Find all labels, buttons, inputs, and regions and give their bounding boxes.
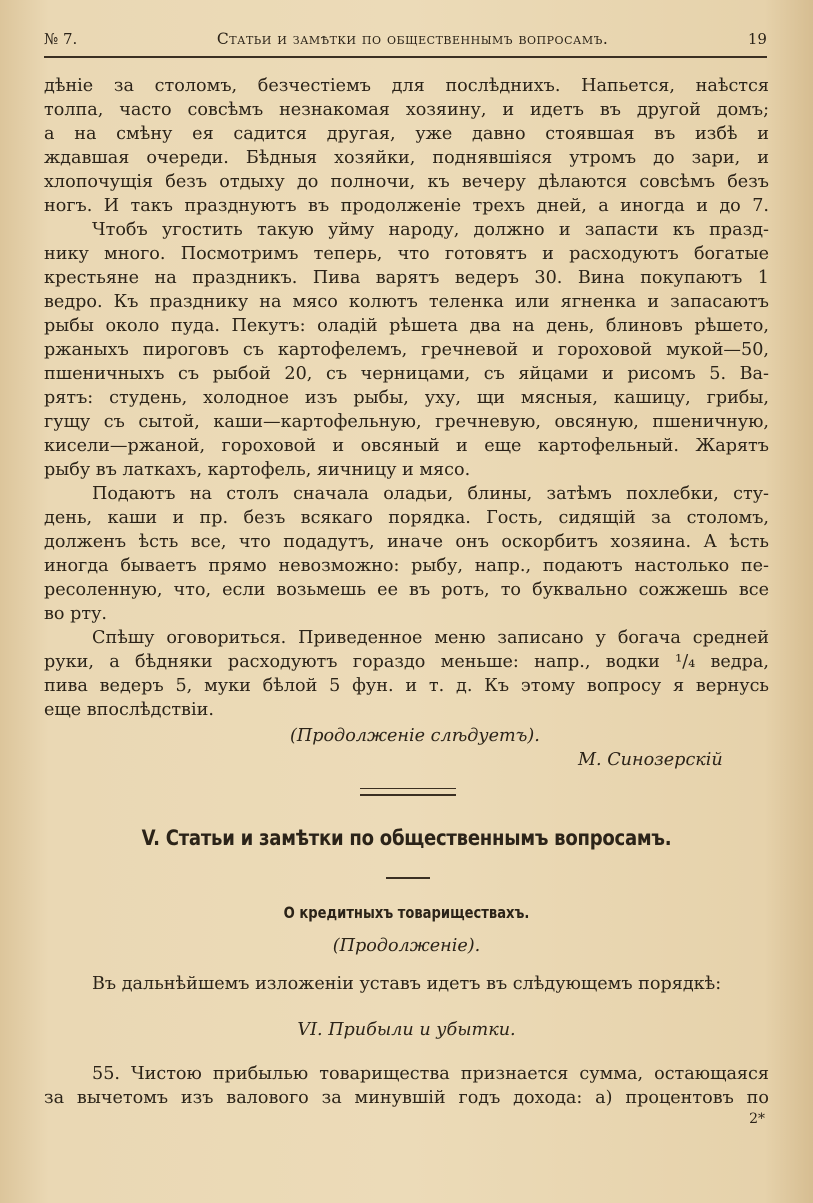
text-line: дѣніе за столомъ, безчестіемъ для послѣднихъ. Напьется, наѣстся (44, 76, 769, 96)
text-line: Чтобъ угостить такую уйму народу, должно и запасти къ празд- (92, 220, 769, 240)
text-line: пшеничныхъ съ рыбой 20, съ черницами, съ яйцами и рисомъ 5. Ва- (44, 364, 769, 384)
page-header (44, 30, 767, 58)
text-line: кисели—ржаной, гороховой и овсяный и еще картофельный. Жарятъ (44, 436, 769, 456)
text-line: Подаютъ на столъ сначала оладьи, блины, затѣмъ похлебки, сту- (92, 484, 769, 504)
signature-mark: 2* (749, 1111, 765, 1127)
text-line: крестьяне на праздникъ. Пива варятъ ведеръ 30. Вина покупаютъ 1 (44, 268, 769, 288)
text-line: нику много. Посмотримъ теперь, что готовятъ и расходуютъ богатые (44, 244, 769, 264)
text-line: иногда бываетъ прямо невозможно: рыбу, напр., подаютъ настолько пе- (44, 556, 769, 576)
section1-text (44, 74, 769, 722)
text-line: пива ведеръ 5, муки бѣлой 5 фун. и т. д. Къ этому вопросу я вернусь (44, 676, 769, 696)
text-line: толпа, часто совсѣмъ незнакомая хозяину, и идетъ въ другой домъ; (44, 100, 769, 120)
running-title: Статьи и замѣтки по общественнымъ вопросамъ. (216, 30, 609, 48)
text-line: рыбы около пуда. Пекутъ: оладій рѣшета два на день, блиновъ рѣшето, (44, 316, 769, 336)
text-line: еще впослѣдствіи. (44, 700, 214, 720)
text-line: во рту. (44, 604, 108, 624)
text-line: хлопочущія безъ отдыху до полночи, къ вечеру дѣлаются совсѣмъ безъ (44, 172, 769, 192)
text-line: а на смѣну ея садится другая, уже давно стоявшая въ избѣ и (44, 124, 769, 144)
continued-note: (Продолженіе слѣдуетъ). (290, 726, 540, 746)
continuation-note: (Продолженіе). (332, 936, 481, 956)
text-line: руки, а бѣдняки расходуютъ гораздо меньше: напр., водки ¹/₄ ведра, (44, 652, 769, 672)
section2-text (44, 1062, 769, 1110)
text-line: гущу съ сытой, каши—картофельную, гречневую, овсяную, пшеничную, (44, 412, 769, 432)
text-line: 55. Чистою прибылью товарищества признается сумма, остающаяся (92, 1064, 769, 1084)
chapter-heading: VI. Прибыли и убытки. (297, 1020, 516, 1040)
text-line: рыбу въ латкахъ, картофель, яичницу и мясо. (44, 460, 471, 480)
text-line: долженъ ѣсть все, что подадутъ, иначе онъ оскорбитъ хозяина. А ѣсть (44, 532, 769, 552)
article-title: О кредитныхъ товариществахъ. (283, 903, 530, 922)
text-line: ведро. Къ празднику на мясо колютъ теленка или ягненка и запасаютъ (44, 292, 769, 312)
text-line: ресоленную, что, если возьмешь ее въ ротъ, то буквально сожжешь все (44, 580, 769, 600)
text-line: ждавшая очереди. Бѣдныя хозяйки, поднявшіяся утромъ до зари, и (44, 148, 769, 168)
text-line: рятъ: студень, холодное изъ рыбы, уху, щи мясныя, кашицу, грибы, (44, 388, 769, 408)
section-divider (360, 788, 456, 796)
text-line: Спѣшу оговориться. Приведенное меню записано у богача средней (92, 628, 769, 648)
intro-text (44, 972, 769, 996)
page-number: 19 (747, 30, 767, 48)
issue-number: № 7. (44, 30, 78, 48)
text-line: Въ дальнѣйшемъ изложеніи уставъ идетъ въ слѣдующемъ порядкѣ: (92, 974, 722, 994)
text-line: за вычетомъ изъ валового за минувшій годъ дохода: а) процентовъ по (44, 1088, 769, 1108)
text-line: ногъ. И такъ празднуютъ въ продолженіе трехъ дней, а иногда и до 7. (44, 196, 769, 216)
title-rule (386, 877, 430, 879)
section-title: V. Статьи и замѣтки по общественнымъ вопросамъ. (141, 826, 672, 850)
text-line: ржаныхъ пироговъ съ картофелемъ, гречневой и гороховой мукой—50, (44, 340, 769, 360)
author-signature: М. Синозерскій (578, 750, 723, 770)
text-line: день, каши и пр. безъ всякаго порядка. Гость, сидящій за столомъ, (44, 508, 769, 528)
